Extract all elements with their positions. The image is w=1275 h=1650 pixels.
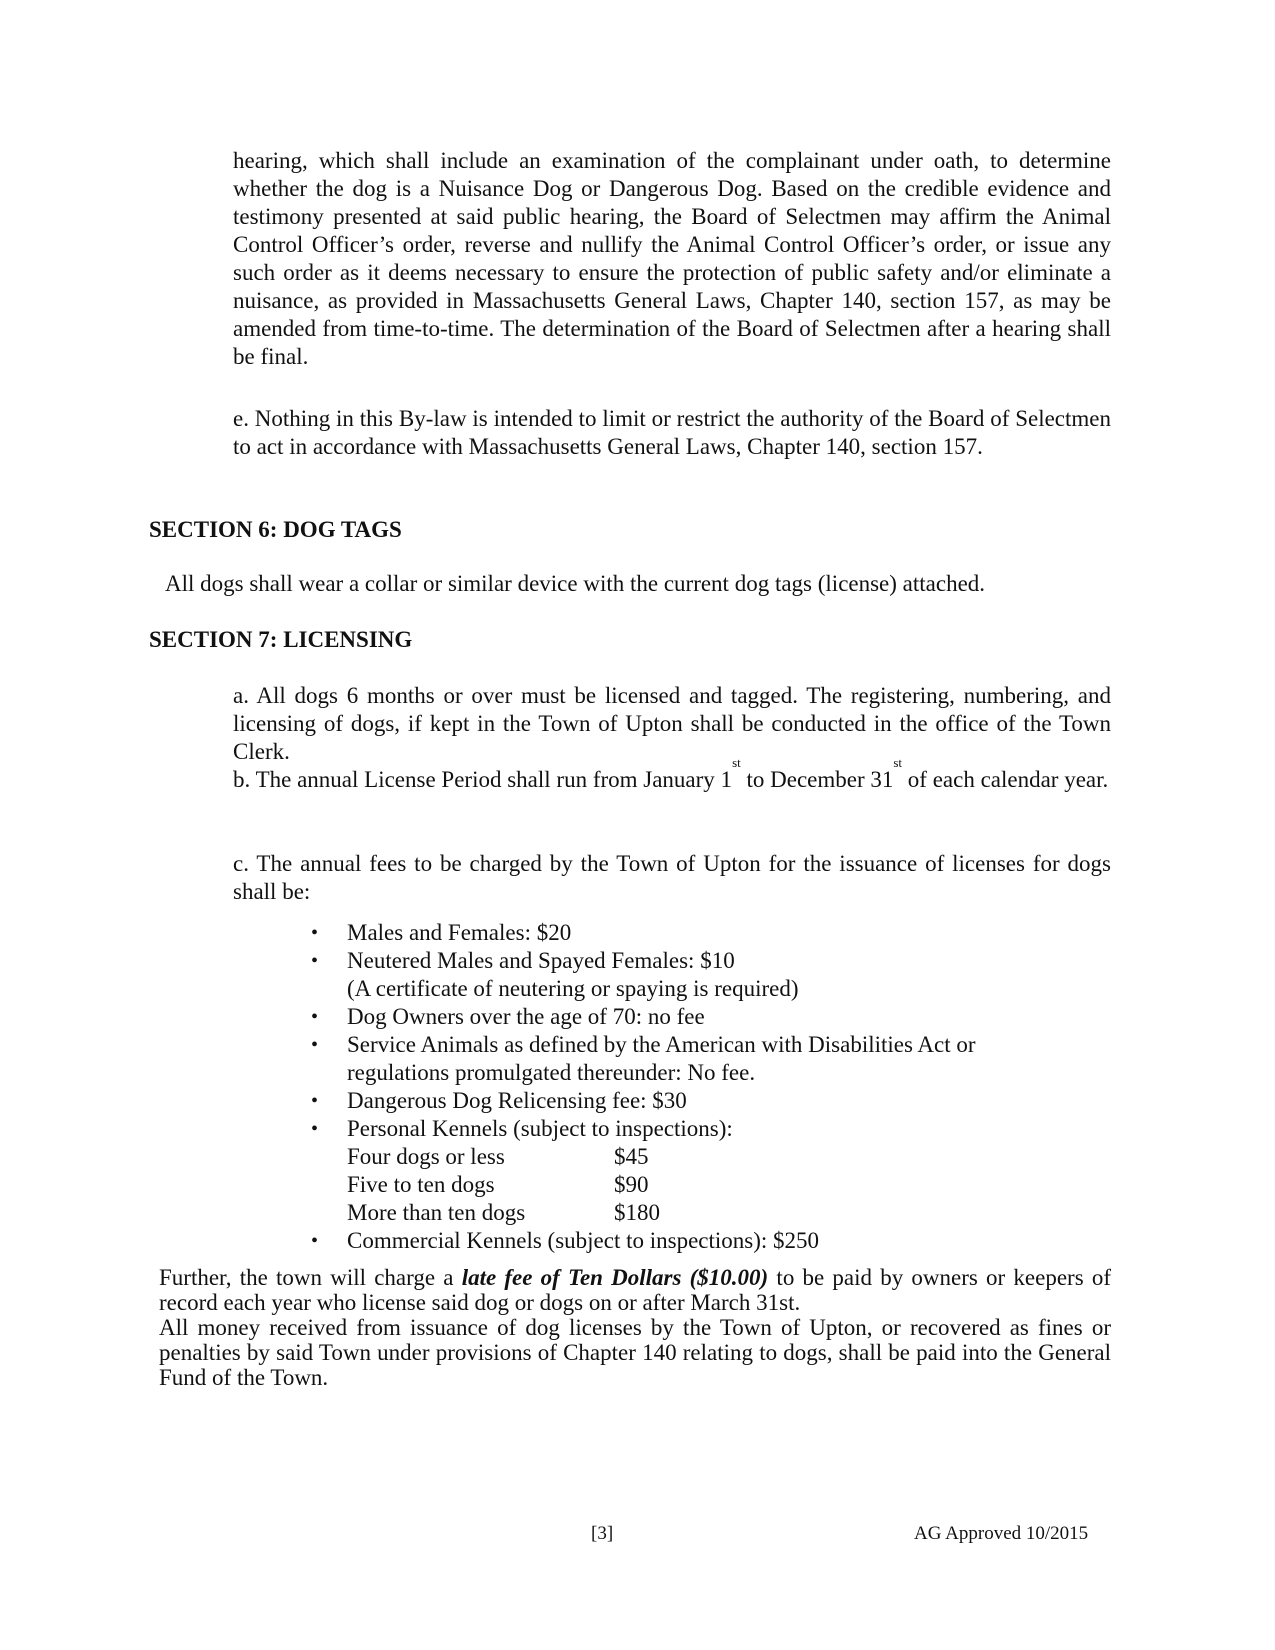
- money-paragraph: All money received from issuance of dog licenses by the Town of Upton, or recovered as fines or penalties by said Town under provisions of Chapter 140 relating to dogs, shall be paid into the General Fund of the Town.: [159, 1315, 1111, 1390]
- fee-label: Dangerous Dog Relicensing fee: $30: [347, 1088, 687, 1113]
- kennel-rate-fee: $180: [614, 1200, 660, 1225]
- section6-heading: SECTION 6: DOG TAGS: [149, 517, 402, 542]
- fee-label: Males and Females: $20: [347, 920, 572, 945]
- para-b-part1: b. The annual License Period shall run from January 1: [233, 767, 733, 792]
- fee-item: [305, 947, 1105, 1003]
- para-b-part3: of each calendar year.: [902, 767, 1109, 792]
- kennel-rate-desc: Five to ten dogs: [347, 1172, 495, 1197]
- section7-paragraph-b: [233, 755, 1111, 794]
- kennel-rate-row: [347, 1199, 1105, 1227]
- para-b-sup1: st: [732, 755, 741, 770]
- fee-note: (A certificate of neutering or spaying is required): [347, 976, 799, 1001]
- kennel-rate-fee: $90: [614, 1172, 649, 1197]
- section5-paragraph-d-continued: hearing, which shall include an examination of the complainant under oath, to determine whether the dog is a Nuisance Dog or Dangerous Dog. Based on the credible evidence and testimony presented at said public hearing, the Board of Selectmen may affirm the Animal Control Officer’s order, reverse and nullify the Animal Control Officer’s order, or issue any such order as it deems necessary to ensure the protection of public safety and/or eliminate a nuisance, as provided in Massachusetts General Laws, Chapter 140, section 157, as may be amended from time-to-time. The determination of the Board of Selectmen after a hearing shall be final.: [233, 148, 1111, 369]
- page-number: [3]: [591, 1523, 614, 1544]
- fee-label: Service Animals as defined by the American with Disabilities Act or regulations promulgated thereunder: No fee.: [347, 1032, 976, 1085]
- fee-list: [305, 919, 1105, 1255]
- bullet-icon: •: [311, 950, 319, 972]
- section5-paragraph-e: e. Nothing in this By-law is intended to limit or restrict the authority of the Board of Selectmen to act in accordance with Massachusetts General Laws, Chapter 140, section 157.: [233, 406, 1111, 459]
- bullet-icon: •: [311, 1034, 319, 1056]
- fee-item: [305, 1031, 1105, 1087]
- para-b-part2: to December 31: [740, 767, 894, 792]
- section7-paragraph-c: c. The annual fees to be charged by the Town of Upton for the issuance of licenses for dogs shall be:: [233, 851, 1111, 904]
- bullet-icon: •: [311, 1090, 319, 1112]
- kennel-rate-row: [347, 1171, 1105, 1199]
- kennel-rate-desc: More than ten dogs: [347, 1200, 526, 1225]
- late-fee-before: Further, the town will charge a: [159, 1265, 462, 1290]
- late-fee-emphasis: late fee of Ten Dollars ($10.00): [461, 1265, 769, 1290]
- bullet-icon: •: [311, 1230, 319, 1252]
- fee-item: [305, 1115, 1105, 1227]
- section6-text: All dogs shall wear a collar or similar device with the current dog tags (license) attached.: [165, 571, 986, 596]
- fee-label: Neutered Males and Spayed Females: $10: [347, 948, 735, 973]
- approval-note: AG Approved 10/2015: [914, 1523, 1089, 1544]
- fee-label: Personal Kennels (subject to inspections):: [347, 1116, 733, 1141]
- late-fee-paragraph: [159, 1265, 1111, 1315]
- fee-item: [305, 1227, 1105, 1255]
- kennel-rate-row: [347, 1143, 1105, 1171]
- fee-item: [305, 1003, 1105, 1031]
- late-fee-after: to be paid by owners or keepers of record each year who license said dog or dogs on or after March 31st.: [159, 1265, 1112, 1315]
- section7-heading: SECTION 7: LICENSING: [149, 627, 413, 652]
- kennel-rate-fee: $45: [614, 1144, 649, 1169]
- para-b-sup2: st: [893, 755, 903, 770]
- fee-label: Commercial Kennels (subject to inspections): $250: [347, 1228, 820, 1253]
- fee-item: [305, 1087, 1105, 1115]
- fee-item: [305, 919, 1105, 947]
- fee-label: Dog Owners over the age of 70: no fee: [347, 1004, 705, 1029]
- bullet-icon: •: [311, 1118, 319, 1140]
- bullet-icon: •: [311, 922, 319, 944]
- kennel-rate-desc: Four dogs or less: [347, 1144, 505, 1169]
- bullet-icon: •: [311, 1006, 319, 1028]
- section7-paragraph-a: a. All dogs 6 months or over must be licensed and tagged. The registering, numbering, and licensing of dogs, if kept in the Town of Upton shall be conducted in the office of the Town Clerk.: [233, 683, 1111, 764]
- kennel-rates: [347, 1143, 1105, 1227]
